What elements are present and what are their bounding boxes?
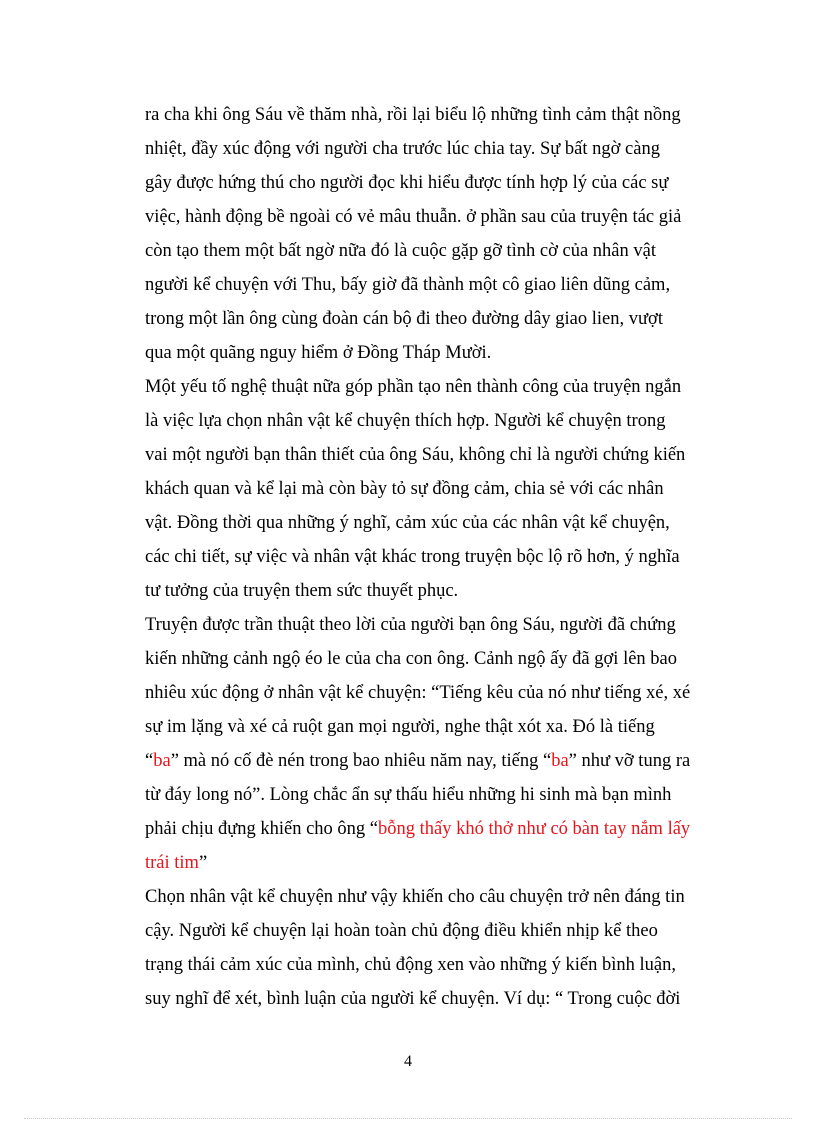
text-line-16: Truyện được trần thuật theo lời của người bạn ông Sáu, người đã chứng [145, 615, 676, 635]
text-line-15: tư tưởng của truyện them sức thuyết phục. [145, 581, 459, 601]
text-line-14: các chi tiết, sự việc và nhân vật khác trong truyện bộc lộ rõ hơn, ý nghĩa [145, 547, 680, 567]
text-line-24: Chọn nhân vật kể chuyện như vậy khiến cho câu chuyện trở nên đáng tin [145, 887, 685, 907]
text-line-11: vai một người bạn thân thiết của ông Sáu, không chỉ là người chứng kiến [145, 445, 686, 465]
text-line-5: còn tạo them một bất ngờ nữa đó là cuộc gặp gỡ tình cờ của nhân vật [145, 241, 656, 261]
text-line-25: cậy. Người kể chuyện lại hoàn toàn chủ động điều khiển nhịp kể theo [145, 921, 658, 941]
text-line-17: kiến những cảnh ngộ éo le của cha con ông. Cảnh ngộ ấy đã gợi lên bao [145, 649, 678, 669]
text-line-27: suy nghĩ để xét, bình luận của người kể chuyện. Ví dụ: “ Trong cuộc đời [145, 989, 681, 1009]
quote-open: “ [145, 751, 154, 771]
text-line-21: từ đáy long nó”. Lòng chắc ẩn sự thấu hiểu những hi sinh mà bạn mình [145, 785, 672, 805]
text-segment: phải chịu đựng khiến cho ông “ [145, 819, 379, 839]
text-line-19: sự im lặng và xé cả ruột gan mọi người, nghe thật xót xa. Đó là tiếng [145, 717, 655, 737]
highlight-quote-end: trái tim [145, 853, 199, 873]
text-line-23 [145, 852, 207, 874]
text-line-18: nhiêu xúc động ở nhân vật kể chuyện: “Tiếng kêu của nó như tiếng xé, xé [145, 683, 691, 703]
text-line-12: khách quan và kể lại mà còn bày tỏ sự đồng cảm, chia sẻ với các nhân [145, 479, 664, 499]
highlight-ba-1: ba [153, 751, 171, 771]
text-line-2: nhiệt, đầy xúc động với người cha trước lúc chia tay. Sự bất ngờ càng [145, 139, 660, 159]
text-line-26: trạng thái cảm xúc của mình, chủ động xen vào những ý kiến bình luận, [145, 955, 676, 975]
highlight-quote: bỗng thấy khó thở như có bàn tay nắm lấy [378, 819, 691, 839]
text-line-20 [145, 750, 690, 772]
page-number: 4 [404, 1053, 412, 1070]
text-segment: ” mà nó cố đè nén trong bao nhiêu năm nay, tiếng “ [170, 751, 552, 771]
page-bottom-border [24, 1118, 792, 1119]
text-line-8: qua một quãng nguy hiểm ở Đồng Tháp Mười. [145, 343, 492, 363]
text-line-10: là việc lựa chọn nhân vật kể chuyện thích hợp. Người kể chuyện trong [145, 411, 666, 431]
text-line-22 [145, 818, 690, 840]
text-segment: ” như vỡ tung ra [568, 751, 691, 771]
text-line-7: trong một lần ông cùng đoàn cán bộ đi theo đường dây giao lien, vượt [145, 309, 663, 329]
quote-close: ” [198, 853, 208, 873]
highlight-ba-2: ba [551, 751, 569, 771]
text-line-9: Một yếu tố nghệ thuật nữa góp phần tạo nên thành công của truyện ngắn [145, 377, 682, 397]
text-line-6: người kể chuyện với Thu, bấy giờ đã thành một cô giao liên dũng cảm, [145, 275, 671, 295]
text-line-1: ra cha khi ông Sáu về thăm nhà, rồi lại biểu lộ những tình cảm thật nồng [145, 105, 681, 125]
text-line-3: gây được hứng thú cho người đọc khi hiểu được tính hợp lý của các sự [145, 173, 669, 193]
text-line-13: vật. Đồng thời qua những ý nghĩ, cảm xúc của các nhân vật kể chuyện, [145, 513, 670, 533]
text-line-4: việc, hành động bề ngoài có vẻ mâu thuẫn. ở phần sau của truyện tác giả [145, 207, 682, 227]
